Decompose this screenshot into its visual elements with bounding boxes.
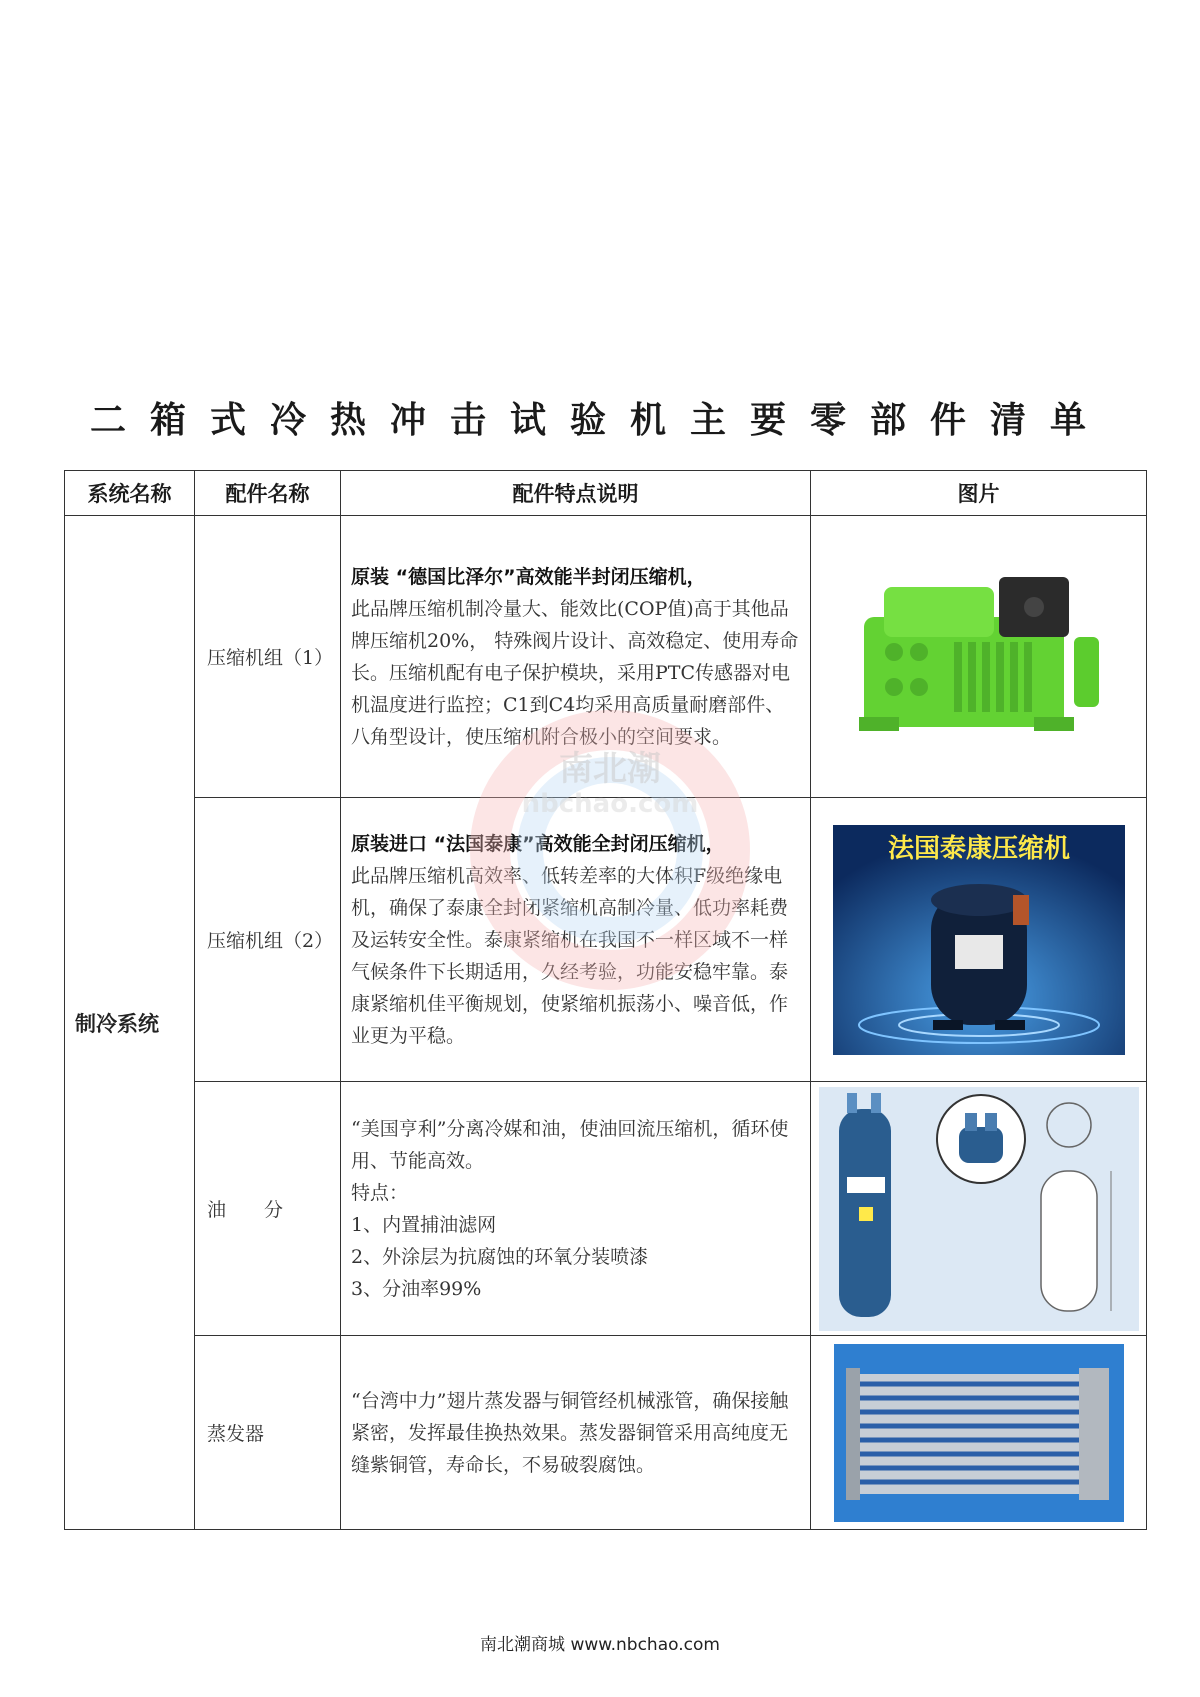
desc-lead: 原装进口 “法国泰康”高效能全封闭压缩机， xyxy=(351,832,725,855)
tecumseh-compressor-photo xyxy=(833,825,1125,1055)
part-image-cell xyxy=(811,516,1147,798)
part-image-cell xyxy=(811,798,1147,1082)
table-row xyxy=(65,1082,1147,1336)
part-description xyxy=(341,1082,811,1336)
footer: 南北潮商城 www.nbchao.com xyxy=(480,1635,720,1655)
watermark-text: nbchao.com xyxy=(521,789,699,819)
watermark-label: 南北潮 xyxy=(559,749,661,789)
desc-line: 特点： xyxy=(351,1181,409,1204)
part-image-cell xyxy=(811,1336,1147,1530)
table-header-row xyxy=(65,471,1147,516)
part-image-cell xyxy=(811,1082,1147,1336)
desc-line: 2、外涂层为抗腐蚀的环氧分装喷漆 xyxy=(351,1245,649,1268)
desc-body: “台湾中力”翅片蒸发器与铜管经机械涨管，确保接触紧密，发挥最佳换热效果。蒸发器铜管采用高纯度无缝紫铜管，寿命长，不易破裂腐蚀。 xyxy=(351,1389,789,1476)
header-system: 系统名称 xyxy=(65,471,195,516)
part-name: 压缩机组（2） xyxy=(195,798,341,1082)
desc-body: 此品牌压缩机制冷量大、能效比(COP值)高于其他品牌压缩机20%， 特殊阀片设计、高效稳定、使用寿命长。压缩机配有电子保护模块，采用PTC传感器对电机温度进行监控；C1到C4均采用高质量耐磨部件、八角型设计，使压缩机附合极小的空间要求。 xyxy=(351,597,799,748)
image-caption: 法国泰康压缩机 xyxy=(887,833,1070,864)
part-name: 压缩机组（1） xyxy=(195,516,341,798)
part-name: 蒸发器 xyxy=(195,1336,341,1530)
part-description xyxy=(341,1336,811,1530)
header-desc: 配件特点说明 xyxy=(341,471,811,516)
desc-line: “美国亨利”分离冷媒和油，使油回流压缩机，循环使用、节能高效。 xyxy=(351,1117,789,1172)
header-image: 图片 xyxy=(811,471,1147,516)
page-title: 二箱式冷热冲击试验机主要零部件清单 xyxy=(89,400,1110,441)
table-row xyxy=(65,516,1147,798)
desc-line: 1、内置捕油滤网 xyxy=(351,1213,497,1236)
system-name-cell xyxy=(65,516,195,1530)
system-name: 制冷系统 xyxy=(75,1011,159,1036)
bitzer-compressor-photo xyxy=(844,557,1114,757)
parts-table xyxy=(64,470,1147,1530)
desc-body: 此品牌压缩机高效率、低转差率的大体积F级绝缘电机，确保了泰康全封闭紧缩机高制冷量、低功率耗费及运转安全性。泰康紧缩机在我国不一样区域不一样气候条件下长期适用，久经考验，功能安稳牢靠。泰康紧缩机佳平衡规划，使紧缩机振荡小、噪音低，作业更为平稳。 xyxy=(351,864,789,1047)
evaporator-photo xyxy=(834,1344,1124,1522)
table-row xyxy=(65,1336,1147,1530)
part-description xyxy=(341,516,811,798)
oil-separator-photo xyxy=(819,1087,1139,1331)
desc-lead: 原装 “德国比泽尔”高效能半封闭压缩机， xyxy=(351,565,706,588)
header-part: 配件名称 xyxy=(195,471,341,516)
desc-line: 3、分油率99% xyxy=(351,1277,482,1300)
part-description xyxy=(341,798,811,1082)
part-name: 油 分 xyxy=(195,1082,341,1336)
table-row xyxy=(65,798,1147,1082)
